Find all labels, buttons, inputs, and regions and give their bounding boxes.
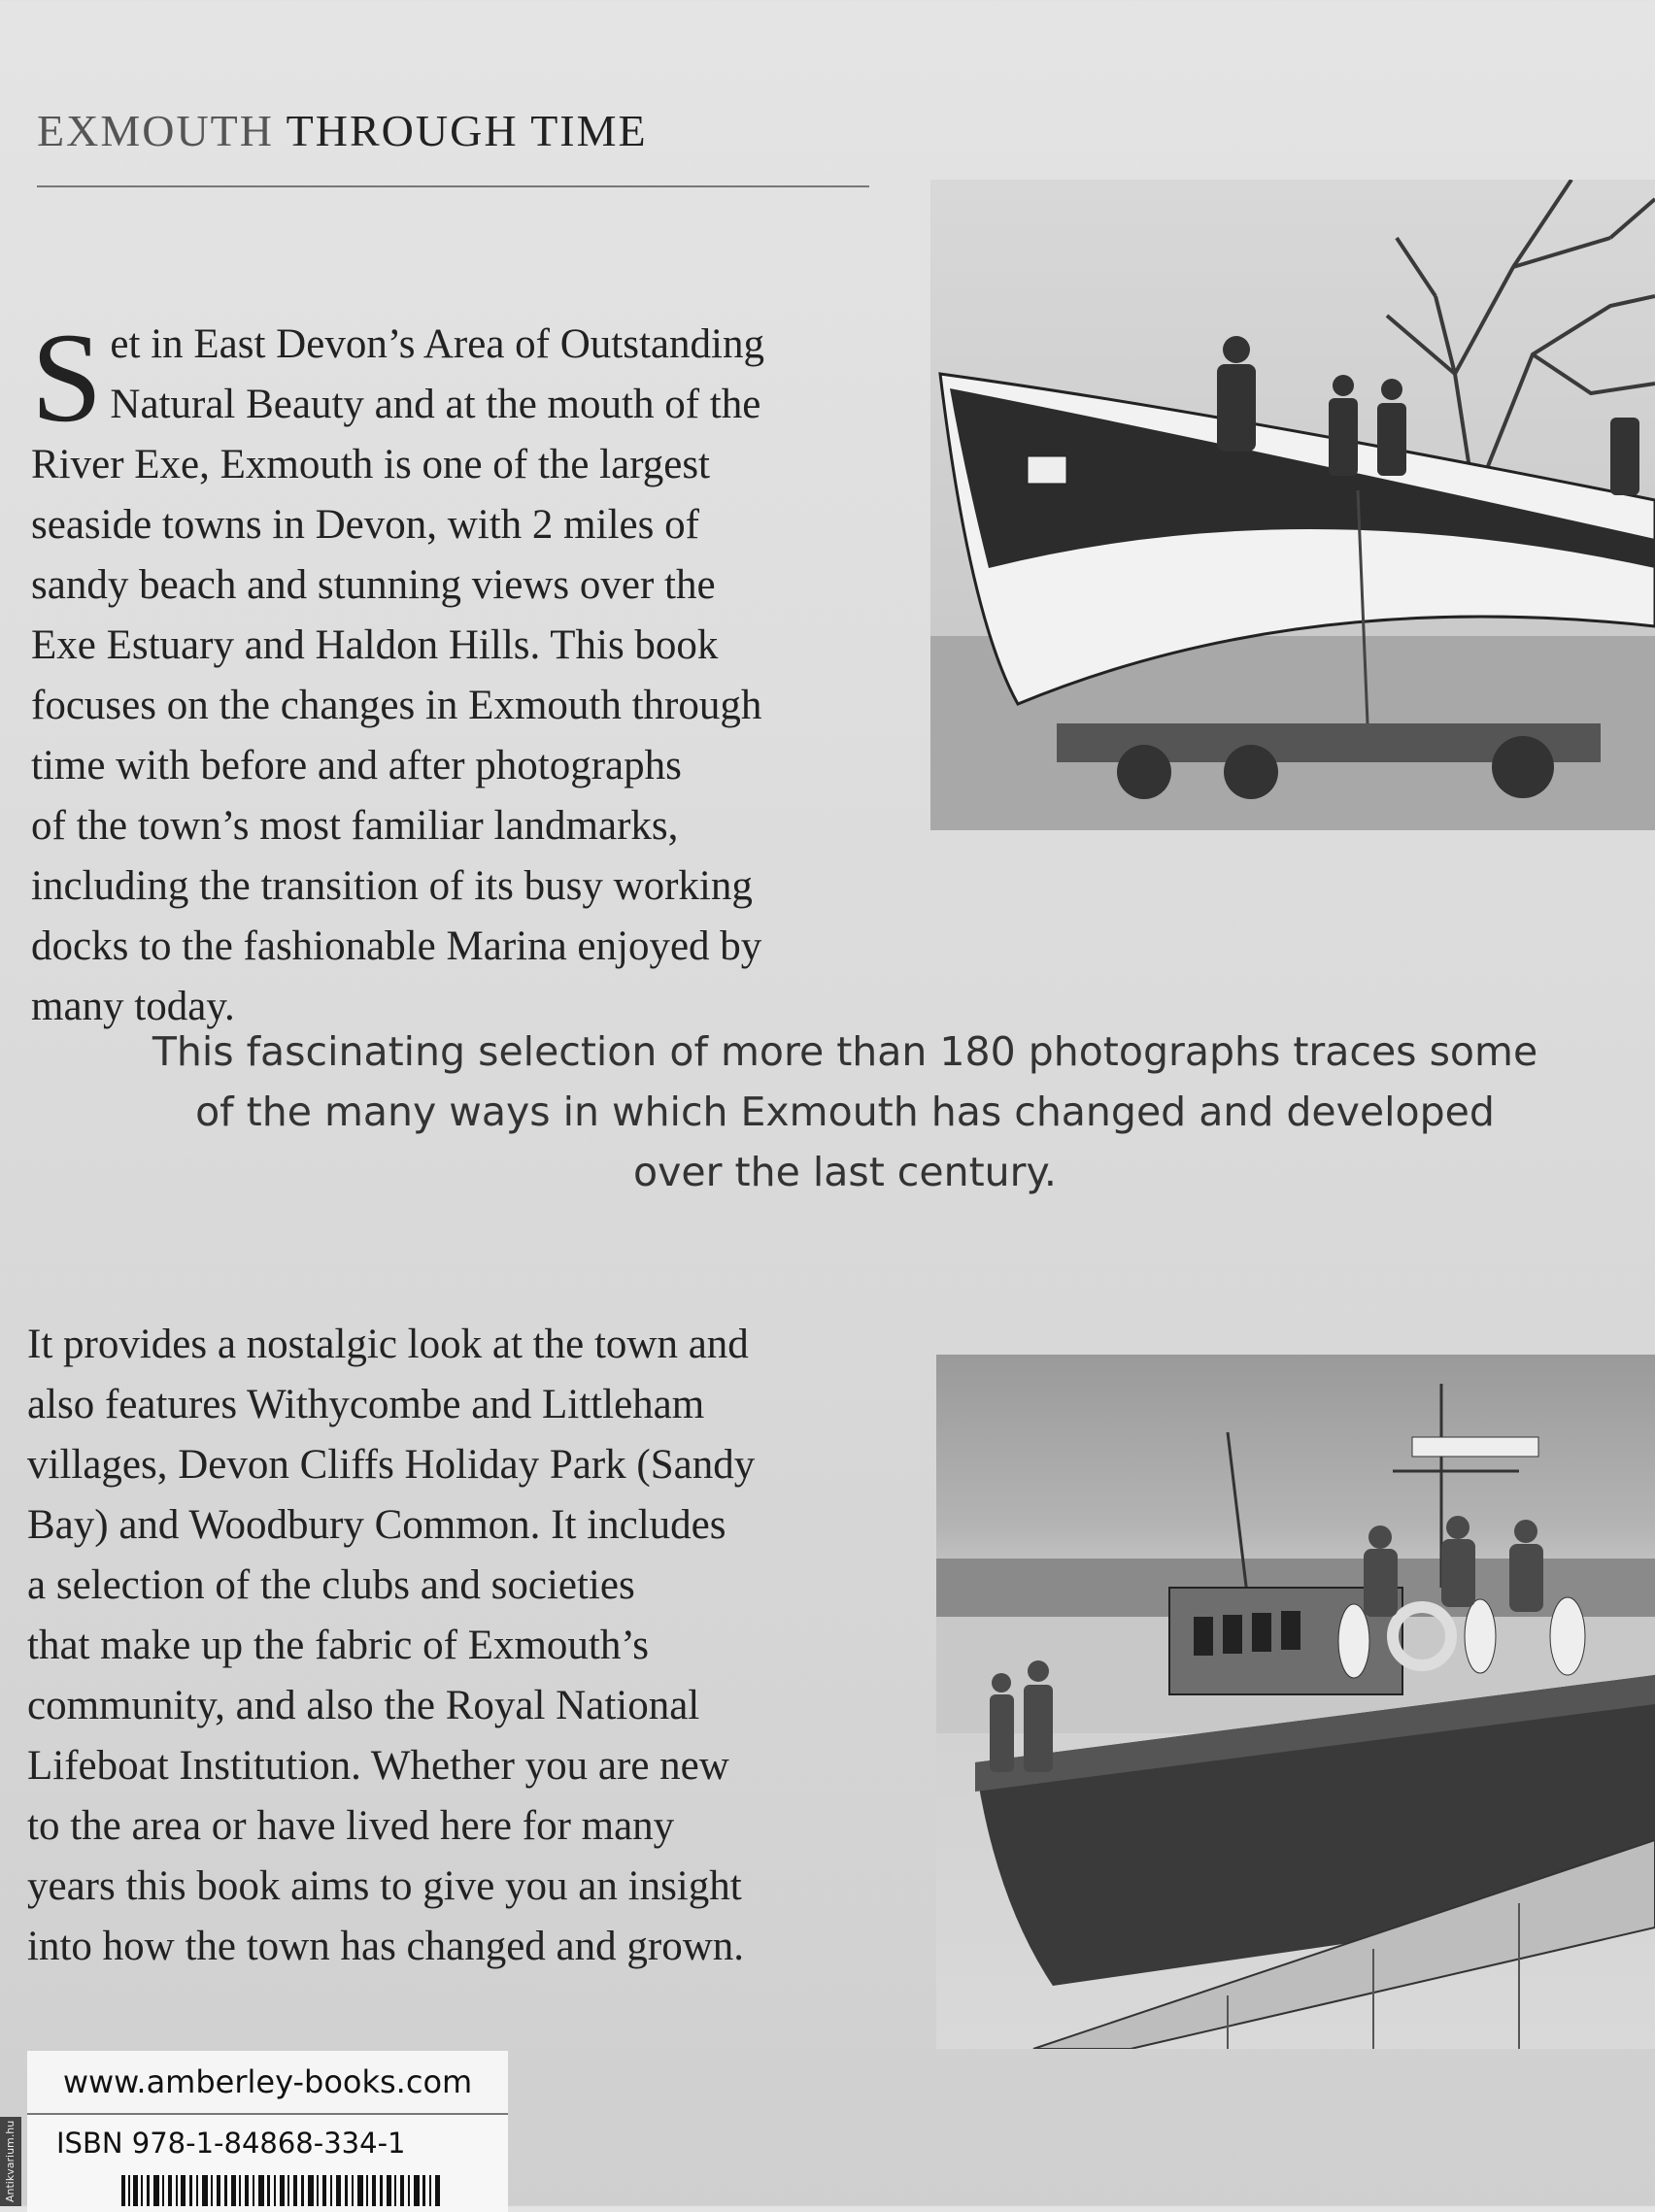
book-title-part2: THROUGH TIME [286, 106, 648, 155]
barcode-icon [121, 2175, 442, 2206]
book-title-part1: EXMOUTH [37, 106, 274, 155]
highlight-paragraph: This fascinating selection of more than 180 photographs traces some of the many ways in which Exmouth has changed and developed over the last century. [152, 1028, 1538, 1195]
drop-cap: S [31, 306, 103, 449]
publisher-website: www.amberley-books.com [27, 2051, 508, 2115]
book-title [37, 105, 648, 156]
photo-historic-lifeboat [930, 180, 1655, 830]
intro-text: et in East Devon’s Area of Outstanding Natural Beauty and at the mouth of the River Exe, Exmouth is one of the largest seaside towns in Devon, with 2 miles of sandy beach and stunning views over the Exe Estuary and Haldon Hills. This book focuses on the changes in Exmouth through time with before and after photographs of the town’s most familiar landmarks, including the transition of its busy working docks to the fashionable Marina enjoyed by many today. [31, 321, 764, 1029]
intro-paragraph [31, 254, 876, 1037]
title-divider [37, 185, 869, 187]
body-paragraph: It provides a nostalgic look at the town and also features Withycombe and Littleham villages, Devon Cliffs Holiday Park (Sandy Bay) and Woodbury Common. It includes a selection of the clubs and societies that make up the fabric of Exmouth’s community, and also the Royal National Lifeboat Institution. Whether you are new to the area or have lived here for many years this book aims to give you an insight into how the town has changed and grown. [27, 1322, 756, 1969]
photo-modern-lifeboat [936, 1355, 1655, 2049]
isbn-number: ISBN 978-1-84868-334-1 [56, 2127, 406, 2160]
watermark: Antikvarium.hu [0, 2117, 21, 2206]
